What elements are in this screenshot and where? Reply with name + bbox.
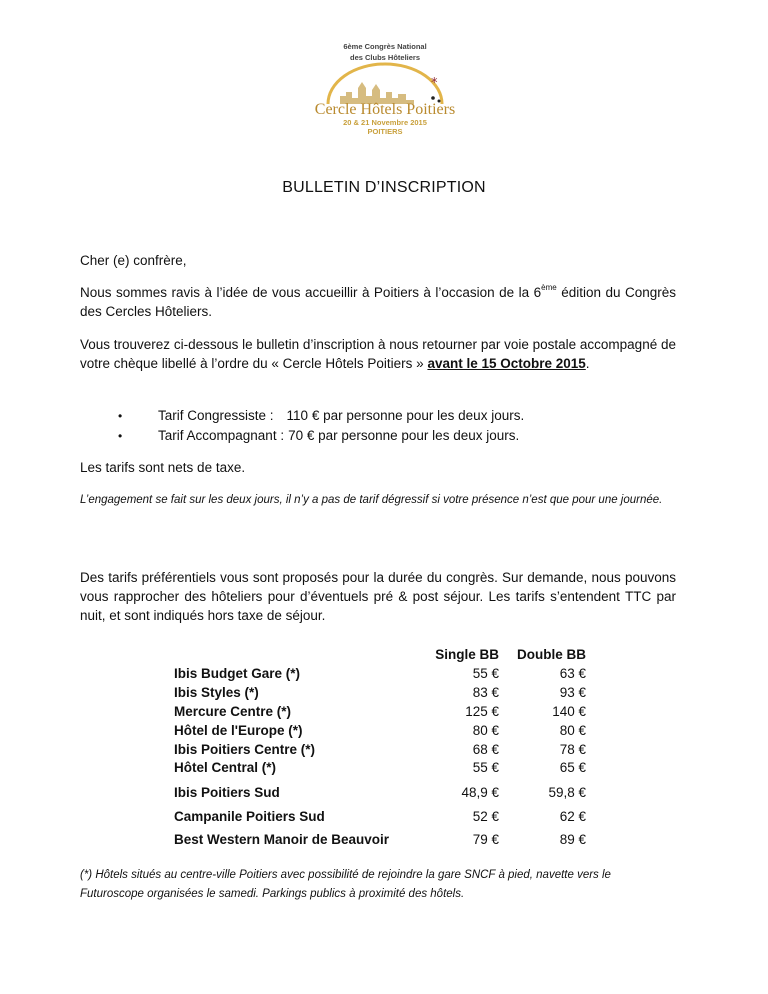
hotel-name: Ibis Poitiers Sud — [174, 785, 280, 800]
table-row — [0, 740, 768, 759]
tarif-label: Tarif Accompagnant : — [158, 428, 285, 443]
price-single: 55 € — [472, 760, 499, 775]
intro-text: Nous sommes ravis à l’idée de vous accueillir à Poitiers à l’occasion de la 6 — [80, 285, 542, 300]
logo-city: POITIERS — [367, 127, 403, 136]
hotel-name: Best Western Manoir de Beauvoir — [174, 832, 390, 847]
table-row — [0, 721, 768, 740]
logo-line-1: 6ème Congrès National — [343, 42, 427, 51]
logo-brand: Cercle Hôtels Poitiers — [314, 101, 456, 118]
price-single: 48,9 € — [461, 785, 499, 800]
registration-end: . — [585, 356, 590, 371]
edition-superscript: ème — [541, 283, 557, 292]
engagement-note: L’engagement se fait sur les deux jours, il n’y a pas de tarif dégressif si votre présence n’est que pour une journée. — [80, 494, 663, 506]
table-row — [0, 783, 768, 802]
hotel-name: Campanile Poitiers Sud — [174, 809, 325, 824]
footnote: (*) Hôtels situés au centre-ville Poitiers avec possibilité de rejoindre la gare SNCF à pied, navette vers le Futuroscope organisées le samedi. Parkings publics à proximité des hôtels. — [80, 869, 611, 900]
price-single: 55 € — [472, 666, 499, 681]
column-single: Single BB — [435, 647, 499, 662]
hotel-name: Ibis Poitiers Centre (*) — [174, 742, 316, 757]
price-double: 78 € — [559, 742, 586, 757]
hotel-name: Hôtel de l'Europe (*) — [174, 723, 303, 738]
price-single: 125 € — [465, 704, 499, 719]
column-double: Double BB — [517, 647, 586, 662]
price-single: 83 € — [472, 685, 499, 700]
table-row — [0, 807, 768, 826]
preferential-paragraph: Des tarifs préférentiels vous sont proposés pour la durée du congrès. Sur demande, nous pouvons vous rapprocher des hôteliers pour d’éventuels pré & post séjour. Les tarifs s’entendent TTC par nuit, et sont indiqués hors taxe de séjour. — [80, 570, 676, 623]
greeting: Cher (e) confrère, — [80, 253, 187, 268]
hotel-name: Ibis Budget Gare (*) — [174, 666, 301, 681]
tarif-value: 70 € par personne pour les deux jours. — [288, 428, 520, 443]
tarif-label: Tarif Congressiste : — [158, 408, 274, 423]
price-double: 62 € — [559, 809, 586, 824]
price-single: 80 € — [472, 723, 499, 738]
page-title: BULLETIN D’INSCRIPTION — [282, 179, 486, 196]
price-double: 65 € — [559, 760, 586, 775]
price-double: 89 € — [559, 832, 586, 847]
price-double: 63 € — [559, 666, 586, 681]
tarif-value: 110 € par personne pour les deux jours. — [286, 408, 525, 423]
table-row — [0, 664, 768, 683]
price-double: 80 € — [559, 723, 586, 738]
svg-text:*: * — [431, 76, 438, 91]
taxe-note: Les tarifs sont nets de taxe. — [80, 460, 246, 475]
registration-text: Vous trouverez ci-dessous le bulletin d’inscription à nous retourner par voie postale accompagné de votre chèque libellé à l’ordre du « Cercle Hôtels Poitiers » — [80, 337, 676, 371]
table-header — [0, 645, 768, 664]
price-double: 59,8 € — [548, 785, 586, 800]
table-row — [0, 683, 768, 702]
table-row — [0, 830, 768, 849]
hotel-name: Hôtel Central (*) — [174, 760, 277, 775]
logo-line-2: des Clubs Hôteliers — [349, 53, 421, 62]
logo-date: 20 & 21 Novembre 2015 — [343, 118, 427, 127]
deadline: avant le 15 Octobre 2015 — [427, 356, 586, 371]
hotel-name: Ibis Styles (*) — [174, 685, 259, 700]
price-single: 68 € — [472, 742, 499, 757]
table-row — [0, 758, 768, 777]
table-row — [0, 702, 768, 721]
intro-text-end: édition du Congrès des Cercles Hôteliers. — [80, 285, 676, 319]
hotel-name: Mercure Centre (*) — [174, 704, 292, 719]
price-double: 93 € — [559, 685, 586, 700]
price-single: 79 € — [472, 832, 499, 847]
price-double: 140 € — [552, 704, 586, 719]
price-single: 52 € — [472, 809, 499, 824]
